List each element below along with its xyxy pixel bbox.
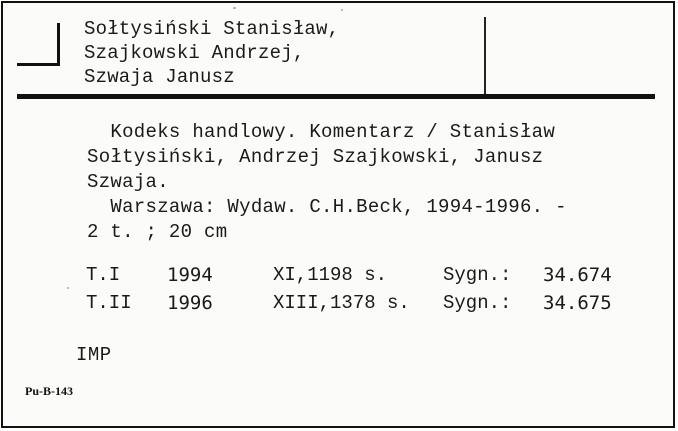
volume-number: T.I bbox=[86, 264, 121, 286]
header-horizontal-rule bbox=[17, 94, 655, 99]
shelfmark-number: 34.674 bbox=[543, 264, 612, 286]
description-line: Sołtysiński, Andrzej Szajkowski, Janusz bbox=[87, 146, 544, 168]
paper-speck bbox=[67, 287, 69, 289]
author-list bbox=[84, 17, 339, 89]
header-vertical-rule bbox=[484, 17, 486, 97]
paper-speck bbox=[233, 7, 236, 9]
volume-pages: XIII,1378 s. bbox=[273, 292, 410, 314]
corner-bracket-mark bbox=[17, 23, 60, 66]
author-entry: Szajkowski Andrzej, bbox=[84, 42, 305, 64]
imp-note: IMP bbox=[76, 344, 112, 366]
volume-row bbox=[86, 261, 612, 289]
volume-pages: XI,1198 s. bbox=[273, 264, 388, 286]
author-entry: Szwaja Janusz bbox=[84, 66, 235, 88]
shelfmark-label: Sygn.: bbox=[443, 292, 512, 314]
catalog-card bbox=[1, 1, 675, 428]
bibliographic-description bbox=[87, 120, 647, 245]
volume-year: 1996 bbox=[167, 292, 213, 314]
volumes-table bbox=[86, 261, 612, 317]
description-line: Kodeks handlowy. Komentarz / Stanisław bbox=[87, 121, 556, 143]
paper-speck bbox=[341, 9, 343, 11]
shelfmark-number: 34.675 bbox=[543, 292, 612, 314]
volume-year: 1994 bbox=[167, 264, 213, 286]
description-line: Warszawa: Wydaw. C.H.Beck, 1994-1996. - bbox=[87, 196, 567, 218]
library-stamp-code: Pu-B-143 bbox=[25, 384, 73, 398]
volume-row bbox=[86, 289, 612, 317]
description-line: 2 t. ; 20 cm bbox=[87, 221, 228, 243]
volume-number: T.II bbox=[86, 292, 132, 314]
author-entry: Sołtysiński Stanisław, bbox=[84, 18, 340, 40]
shelfmark-label: Sygn.: bbox=[443, 264, 512, 286]
description-line: Szwaja. bbox=[87, 171, 169, 193]
